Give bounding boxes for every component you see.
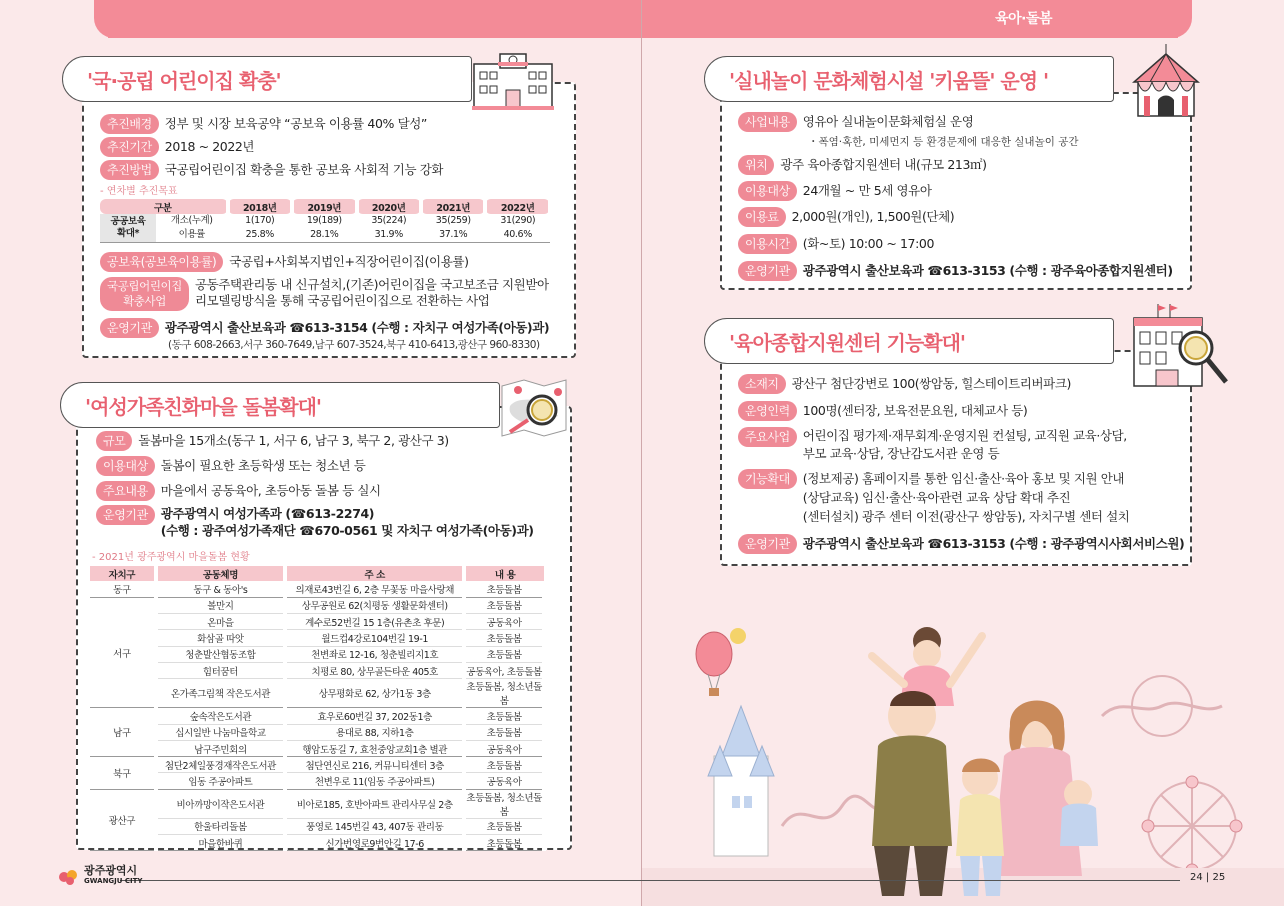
table-cell: 천변우로 11(임동 주공아파트) bbox=[285, 773, 464, 789]
sec4-row-main bbox=[738, 427, 1127, 463]
table-header: 공동체명 bbox=[156, 566, 285, 581]
family-amusement-park-illustration bbox=[642, 596, 1284, 906]
label-pill: 이용시간 bbox=[738, 234, 797, 254]
sec3-row-business bbox=[738, 112, 973, 132]
table-cell: 초등돌봄 bbox=[464, 724, 544, 740]
row-text-line2: 부모 교육·상담, 장난감도서관 운영 등 bbox=[802, 446, 1000, 461]
label-pill: 규모 bbox=[96, 431, 132, 451]
row-text: (화~토) 10:00 ~ 17:00 bbox=[802, 236, 934, 251]
table-cell: 40.6% bbox=[503, 228, 532, 240]
row-label-line2: 확대* bbox=[116, 227, 140, 239]
sec2-title: '여성가족친화마을 돌봄확대' bbox=[60, 382, 500, 428]
label-pill: 이용대상 bbox=[738, 181, 797, 201]
row-text: 국공립어린이집 확충을 통한 공보육 사회적 기능 강화 bbox=[164, 162, 444, 177]
row-text: 광산구 첨단강변로 100(쌍암동, 힐스테이트리버파크) bbox=[791, 376, 1071, 391]
logo-korean: 광주광역시 bbox=[84, 864, 138, 877]
label-pill: 주요사업 bbox=[738, 427, 797, 447]
table-cell: 동구 & 동아's bbox=[156, 581, 285, 597]
table-cell: 초등돌봄 bbox=[464, 835, 544, 851]
table-cell: 신가번영로9번안길 17-6 bbox=[285, 835, 464, 851]
footer-line bbox=[120, 880, 1180, 881]
sec1-row-background bbox=[100, 114, 427, 134]
logo-text bbox=[84, 866, 143, 886]
sec2-village-table bbox=[90, 566, 546, 851]
row-text: 돌봄이 필요한 초등학생 또는 청소년 등 bbox=[160, 458, 366, 473]
sec2-table-note: - 2021년 광주광역시 마을돌봄 현황 bbox=[92, 552, 250, 563]
sec1-row-public bbox=[100, 252, 469, 272]
row-text: 광주 육아종합지원센터 내(규모 213㎡) bbox=[780, 157, 987, 172]
sec4-row-org bbox=[738, 534, 1184, 554]
table-cell: 월드컵4강로104번길 19-1 bbox=[285, 630, 464, 646]
row-text: 정부 및 시장 보육공약 “공보육 이용률 40% 달성” bbox=[164, 116, 428, 131]
table-cell: 온마을 bbox=[156, 614, 285, 630]
top-tab-left bbox=[108, 0, 642, 38]
label-pill: 이용대상 bbox=[96, 456, 155, 476]
table-cell: 효우로60번길 37, 202동1층 bbox=[285, 708, 464, 724]
school-building-icon bbox=[470, 44, 556, 110]
table-cell: 남구주민회의 bbox=[156, 740, 285, 756]
sec1-table-note: - 연차별 추진목표 bbox=[100, 186, 178, 197]
sec1-row-org bbox=[100, 318, 549, 338]
table-header: 2018년 bbox=[228, 199, 292, 214]
row-text-line2: (상담교육) 임신·출산·육아관련 교육 상담 확대 추진 bbox=[802, 490, 1071, 505]
table-cell: 공동육아 bbox=[464, 614, 544, 630]
table-header: 주 소 bbox=[285, 566, 464, 581]
gwangju-emblem-icon bbox=[58, 867, 80, 885]
table-cell: 화삼골 따앗 bbox=[156, 630, 285, 646]
sec3-row-hours bbox=[738, 234, 934, 254]
table-cell: 28.1% bbox=[310, 228, 339, 240]
table-cell: 임동 주공아파트 bbox=[156, 773, 285, 789]
table-cell: 공동육아 bbox=[464, 773, 544, 789]
table-cell: 31.9% bbox=[374, 228, 403, 240]
sec4-title: '육아종합지원센터 기능확대' bbox=[704, 318, 1114, 364]
label-pill: 위치 bbox=[738, 155, 774, 175]
table-cell: 상무평화로 62, 상가1동 3층 bbox=[285, 679, 464, 708]
sec3-sub-note: ・폭염·혹한, 미세먼지 등 환경문제에 대응한 실내놀이 공간 bbox=[808, 136, 1079, 148]
row-text-line1: 공동주택관리동 내 신규설치,(기존)어린이집을 국고보조금 지원받아 bbox=[194, 277, 549, 292]
table-cell: 십시일반 나눔마을학교 bbox=[156, 724, 285, 740]
table-row-label bbox=[100, 214, 156, 242]
label-pill: 운영기관 bbox=[100, 318, 159, 338]
sec2-row-content bbox=[96, 481, 381, 501]
circus-tent-icon bbox=[1128, 42, 1204, 120]
label-pill: 이용료 bbox=[738, 207, 786, 227]
sec1-org-sub: (동구 608-2663,서구 360-7649,남구 607-3524,북구 410-6413,광산구 960-8330) bbox=[168, 339, 540, 351]
table-header: 내 용 bbox=[464, 566, 544, 581]
table-cell: 힘터꿈터 bbox=[156, 662, 285, 678]
row-text: 2,000원(개인), 1,500원(단체) bbox=[791, 209, 955, 224]
table-cell: 개소(누계) bbox=[170, 215, 213, 226]
table-cell: 비아로185, 호반아파트 관리사무실 2층 bbox=[285, 789, 464, 818]
district-cell: 광산구 bbox=[90, 789, 156, 851]
row-text: 광주광역시 출산보육과 ☎613-3153 (수행 : 광주광역시사회서비스원) bbox=[802, 536, 1185, 551]
sec3-row-target bbox=[738, 181, 932, 201]
sec1-row-method bbox=[100, 160, 443, 180]
table-cell: 공동육아 bbox=[464, 740, 544, 756]
row-text bbox=[161, 505, 534, 539]
table-cell: 초등돌봄 bbox=[464, 646, 544, 662]
table-cell: 31(290) bbox=[500, 215, 536, 226]
table-cell: 천변좌로 12-16, 청춘빌리지1호 bbox=[285, 646, 464, 662]
sec3-row-org bbox=[738, 261, 1173, 281]
row-text: 돌봄마을 15개소(동구 1, 서구 6, 남구 3, 북구 2, 광산구 3) bbox=[138, 433, 449, 448]
table-cell: 상무공원로 62(치평동 생활문화센터) bbox=[285, 597, 464, 613]
label-pill: 소재지 bbox=[738, 374, 786, 394]
district-cell: 서구 bbox=[90, 597, 156, 707]
table-cell: 볼만지 bbox=[156, 597, 285, 613]
sec3-title: '실내놀이 문화체험시설 '키움뜰' 운영 ' bbox=[704, 56, 1114, 102]
label-pill: 운영인력 bbox=[738, 401, 797, 421]
sec1-title: '국·공립 어린이집 확충' bbox=[62, 56, 472, 102]
row-text-line2: (수행 : 광주여성가족재단 ☎670-0561 및 자치구 여성가족(아동)과) bbox=[160, 523, 534, 538]
label-line1: 국공립어린이집 bbox=[107, 279, 182, 293]
table-cell: 계수로52번길 15 1층(유촌초 후문) bbox=[285, 614, 464, 630]
table-cell: 마을한바퀴 bbox=[156, 835, 285, 851]
row-text-line3: (센터설치) 광주 센터 이전(광산구 쌍암동), 자치구별 센터 설치 bbox=[802, 509, 1130, 524]
table-cell: 초등돌봄, 청소년돌봄 bbox=[464, 789, 544, 818]
row-text-line1: 광주광역시 여성가족과 (☎613-2274) bbox=[160, 506, 375, 521]
sec3-row-fee bbox=[738, 207, 954, 227]
row-text: 100명(센터장, 보육전문요원, 대체교사 등) bbox=[802, 403, 1028, 418]
label-pill: 공보육(공보육이용률) bbox=[100, 252, 223, 272]
table-cell: 청춘발산협동조합 bbox=[156, 646, 285, 662]
table-cell: 한울타리돌봄 bbox=[156, 818, 285, 834]
row-text: 2018 ~ 2022년 bbox=[164, 139, 255, 154]
table-cell: 비아까망이작은도서관 bbox=[156, 789, 285, 818]
label-pill bbox=[100, 277, 189, 311]
sec1-row-period bbox=[100, 137, 254, 157]
table-cell: 공동육아, 초등돌봄 bbox=[464, 662, 544, 678]
top-tab-right bbox=[642, 0, 1178, 38]
table-header: 2022년 bbox=[485, 199, 550, 214]
map-magnifier-icon bbox=[496, 376, 570, 442]
district-cell: 남구 bbox=[90, 708, 156, 757]
table-cell: 37.1% bbox=[439, 228, 468, 240]
gwangju-logo bbox=[58, 866, 143, 886]
label-pill: 운영기관 bbox=[738, 534, 797, 554]
label-pill: 기능확대 bbox=[738, 469, 797, 489]
label-pill: 추진배경 bbox=[100, 114, 159, 134]
table-header: 2019년 bbox=[292, 199, 356, 214]
row-text-line1: 어린이집 평가제·재무회계·운영지원 컨설팅, 교직원 교육·상담, bbox=[802, 428, 1127, 443]
center-building-magnifier-icon bbox=[1130, 302, 1230, 388]
table-cell: 첨단2체일풍경재작은도서관 bbox=[156, 757, 285, 773]
sec2-row-target bbox=[96, 456, 365, 476]
sec1-row-expand bbox=[100, 277, 549, 311]
table-cell: 치평로 80, 상무골든타운 405호 bbox=[285, 662, 464, 678]
table-cell: 풍영로 145번길 43, 407동 관리동 bbox=[285, 818, 464, 834]
sec1-target-table bbox=[100, 199, 552, 243]
sec4-row-staff bbox=[738, 401, 1027, 421]
sec3-row-location bbox=[738, 155, 987, 175]
table-header: 2021년 bbox=[421, 199, 485, 214]
table-header: 구분 bbox=[100, 199, 228, 214]
table-cell: 35(259) bbox=[435, 215, 471, 226]
table-cell: 초등돌봄 bbox=[464, 708, 544, 724]
label-line2: 확충사업 bbox=[123, 294, 166, 308]
label-pill: 주요내용 bbox=[96, 481, 155, 501]
district-cell: 동구 bbox=[90, 581, 156, 597]
label-pill: 운영기관 bbox=[96, 505, 155, 525]
table-header: 2020년 bbox=[357, 199, 421, 214]
label-pill: 사업내용 bbox=[738, 112, 797, 132]
table-cell: 초등돌봄 bbox=[464, 597, 544, 613]
table-cell: 이용률 bbox=[178, 228, 205, 240]
table-cell: 초등돌봄 bbox=[464, 818, 544, 834]
table-cell: 숲속작은도서관 bbox=[156, 708, 285, 724]
section-label: 육아·돌봄 bbox=[995, 11, 1052, 27]
row-text: 마을에서 공동육아, 초등아동 돌봄 등 실시 bbox=[160, 483, 381, 498]
table-cell: 의재로43번길 6, 2층 무꽃동 마을사랑채 bbox=[285, 581, 464, 597]
logo-english: GWANGJU CITY bbox=[84, 877, 143, 885]
row-text-line2: 리모델링방식을 통해 국공립어린이집으로 전환하는 사업 bbox=[194, 293, 490, 308]
row-text bbox=[803, 427, 1127, 463]
table-cell: 온가족그림책 작은도서관 bbox=[156, 679, 285, 708]
table-header: 자치구 bbox=[90, 566, 156, 581]
table-cell: 첨단연신로 216, 커뮤니티센터 3층 bbox=[285, 757, 464, 773]
table-cell: 초등돌봄 bbox=[464, 630, 544, 646]
table-cell: 초등돌봄 bbox=[464, 757, 544, 773]
label-pill: 추진방법 bbox=[100, 160, 159, 180]
table-cell: 35(224) bbox=[371, 215, 407, 226]
row-text: 광주광역시 출산보육과 ☎613-3153 (수행 : 광주육아종합지원센터) bbox=[802, 263, 1173, 278]
row-text bbox=[195, 277, 549, 309]
table-cell: 1(170) bbox=[245, 215, 275, 226]
row-text: 광주광역시 출산보육과 ☎613-3154 (수행 : 자치구 여성가족(아동)과) bbox=[164, 320, 550, 335]
row-text: 국공립+사회복지법인+직장어린이집(이용률) bbox=[229, 254, 469, 269]
sec4-row-function bbox=[738, 469, 1129, 526]
sec2-row-org bbox=[96, 505, 534, 539]
row-label-line1: 공공보육 bbox=[110, 215, 146, 227]
table-cell: 행암도동길 7, 효천중앙교회1층 별관 bbox=[285, 740, 464, 756]
label-pill: 추진기간 bbox=[100, 137, 159, 157]
sec4-row-address bbox=[738, 374, 1071, 394]
sec2-row-scale bbox=[96, 431, 449, 451]
table-cell: 초등돌봄 bbox=[464, 581, 544, 597]
row-text: 24개월 ~ 만 5세 영유아 bbox=[802, 183, 932, 198]
district-cell: 북구 bbox=[90, 757, 156, 790]
table-cell: 19(189) bbox=[306, 215, 342, 226]
label-pill: 운영기관 bbox=[738, 261, 797, 281]
table-cell: 초등돌봄, 청소년돌봄 bbox=[464, 679, 544, 708]
table-cell: 용대로 88, 지하1층 bbox=[285, 724, 464, 740]
page-numbers: 24 | 25 bbox=[1190, 872, 1226, 883]
row-text bbox=[803, 469, 1130, 526]
row-text-line1: (정보제공) 홈페이지를 통한 임신·출산·육아 홍보 및 지원 안내 bbox=[802, 471, 1125, 486]
row-text: 영유아 실내놀이문화체험실 운영 bbox=[802, 114, 974, 129]
table-cell: 25.8% bbox=[245, 228, 274, 240]
